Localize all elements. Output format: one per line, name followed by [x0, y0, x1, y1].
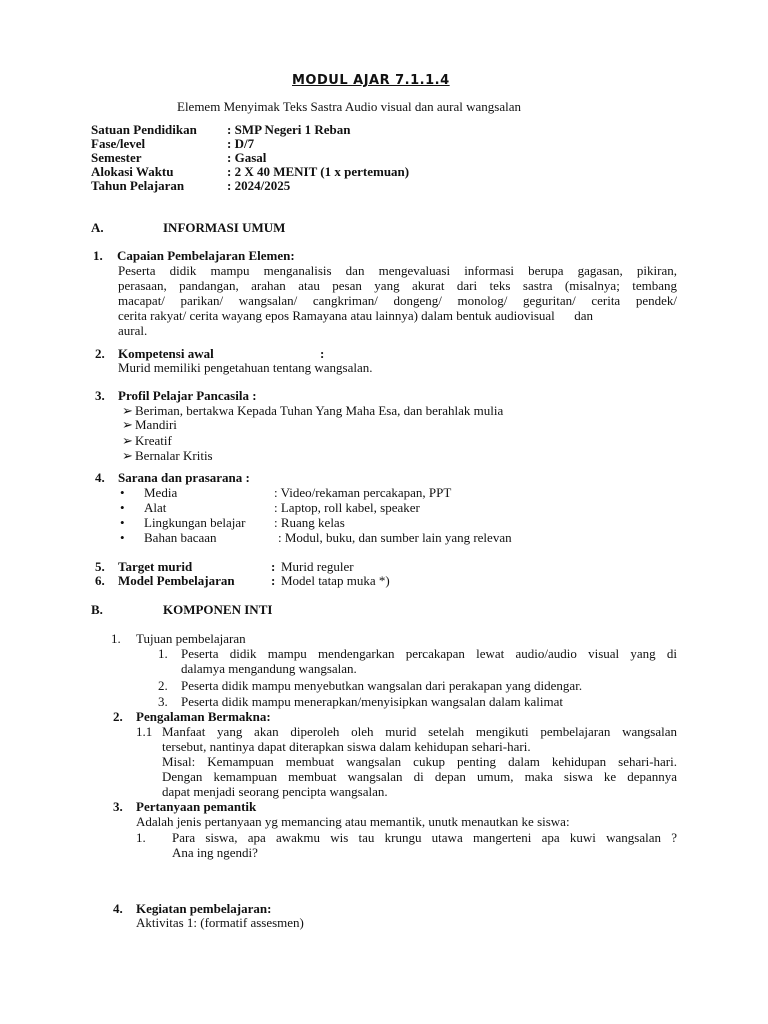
- identity-value: : Gasal: [227, 150, 267, 165]
- target-heading: Target murid: [118, 559, 193, 574]
- capaian-line: macapat/ parikan/ wangsalan/ cangkriman/ dongeng/ monolog/ geguritan/ cerita pendek/: [118, 293, 677, 308]
- sarana-label: Lingkungan belajar: [144, 515, 246, 530]
- identity-label: Tahun Pelajaran: [91, 178, 185, 193]
- capaian-line: cerita rakyat/ cerita wayang epos Ramayana atau lainnya) dalam bentuk audiovisual dan: [118, 308, 594, 323]
- identity-value: : D/7: [227, 136, 255, 151]
- pertanyaan-item-line: Para siswa, apa awakmu wis tau krungu utawa mangerteni apa kuwi wangsalan ?: [172, 830, 677, 845]
- kompetensi-text: Murid memiliki pengetahuan tentang wangsalan.: [118, 360, 373, 375]
- section-b-letter: B.: [91, 602, 103, 617]
- tujuan-item-number: 3.: [158, 694, 168, 709]
- pengalaman-line: dapat menjadi seorang pencipta wangsalan.: [162, 784, 388, 799]
- bullet-icon: •: [120, 515, 125, 530]
- sarana-heading: Sarana dan prasarana :: [118, 470, 250, 485]
- tujuan-item-line: dalamya mengandung wangsalan.: [181, 661, 357, 676]
- capaian-number: 1.: [93, 248, 103, 263]
- identity-label: Semester: [91, 150, 142, 165]
- tujuan-item-line: Peserta didik mampu mendengarkan percakapan lewat audio/audio visual yang di: [181, 646, 677, 661]
- model-colon: :: [271, 573, 276, 588]
- tujuan-item-number: 2.: [158, 678, 168, 693]
- tujuan-item-line: Peserta didik mampu menerapkan/menyisipkan wangsalan dalam kalimat: [181, 694, 563, 709]
- sarana-label: Alat: [144, 500, 167, 515]
- profil-item: Beriman, bertakwa Kepada Tuhan Yang Maha Esa, dan berahlak mulia: [135, 403, 504, 418]
- pengalaman-line: Dengan kemampuan membuat wangsalan di depan umum, maka siswa ke depannya: [162, 769, 677, 784]
- model-value: Model tatap muka *): [281, 573, 390, 588]
- sarana-value: : Modul, buku, dan sumber lain yang relevan: [278, 530, 512, 545]
- bullet-icon: •: [120, 485, 125, 500]
- pertanyaan-item-line: Ana ing ngendi?: [172, 845, 258, 860]
- sarana-label: Media: [144, 485, 178, 500]
- arrow-bullet-icon: ➢: [122, 433, 133, 448]
- model-number: 6.: [95, 573, 105, 588]
- identity-value: : SMP Negeri 1 Reban: [227, 122, 351, 137]
- pertanyaan-item-number: 1.: [136, 830, 146, 845]
- capaian-heading: Capaian Pembelajaran Elemen:: [117, 248, 295, 263]
- model-heading: Model Pembelajaran: [118, 573, 235, 588]
- kegiatan-text: Aktivitas 1: (formatif assesmen): [136, 915, 304, 930]
- profil-number: 3.: [95, 388, 105, 403]
- page-subtitle: Elemem Menyimak Teks Sastra Audio visual dan aural wangsalan: [177, 99, 521, 114]
- sarana-value: : Video/rekaman percakapan, PPT: [274, 485, 452, 500]
- sarana-value: : Laptop, roll kabel, speaker: [274, 500, 420, 515]
- identity-label: Fase/level: [91, 136, 146, 151]
- pertanyaan-number: 3.: [113, 799, 123, 814]
- tujuan-item-number: 1.: [158, 646, 168, 661]
- pertanyaan-heading: Pertanyaan pemantik: [136, 799, 257, 814]
- section-b-title: KOMPONEN INTI: [163, 602, 273, 617]
- tujuan-number: 1.: [111, 631, 121, 646]
- page-title: MODUL AJAR 7.1.1.4: [292, 73, 450, 88]
- kegiatan-heading: Kegiatan pembelajaran:: [136, 901, 272, 916]
- pengalaman-line: tersebut, nantinya dapat diterapkan siswa dalam kehidupan sehari-hari.: [162, 739, 531, 754]
- identity-value: : 2024/2025: [227, 178, 291, 193]
- identity-label: Satuan Pendidikan: [91, 122, 197, 137]
- capaian-line: perasaan, pandangan, arahan atau pesan yang akurat dari teks sastra (misalnya; tembang: [118, 278, 677, 293]
- target-colon: :: [271, 559, 276, 574]
- arrow-bullet-icon: ➢: [122, 403, 133, 418]
- profil-heading: Profil Pelajar Pancasila :: [118, 388, 257, 403]
- section-a-title: INFORMASI UMUM: [163, 220, 286, 235]
- pengalaman-sub-number: 1.1: [136, 724, 153, 739]
- pertanyaan-intro: Adalah jenis pertanyaan yg memancing atau memantik, unutk menautkan ke siswa:: [136, 814, 570, 829]
- identity-label: Alokasi Waktu: [91, 164, 174, 179]
- bullet-icon: •: [120, 500, 125, 515]
- capaian-line: Peserta didik mampu menganalisis dan mengevaluasi informasi berupa gagasan, pikiran,: [118, 263, 677, 278]
- profil-item: Bernalar Kritis: [135, 448, 213, 463]
- profil-item: Mandiri: [135, 417, 177, 432]
- section-a-letter: A.: [91, 220, 104, 235]
- capaian-line: aural.: [118, 323, 148, 338]
- sarana-number: 4.: [95, 470, 105, 485]
- kegiatan-number: 4.: [113, 901, 123, 916]
- arrow-bullet-icon: ➢: [122, 417, 133, 432]
- profil-item: Kreatif: [135, 433, 172, 448]
- arrow-bullet-icon: ➢: [122, 448, 133, 463]
- identity-value: : 2 X 40 MENIT (1 x pertemuan): [227, 164, 410, 179]
- pengalaman-number: 2.: [113, 709, 123, 724]
- pengalaman-heading: Pengalaman Bermakna:: [136, 709, 271, 724]
- sarana-label: Bahan bacaan: [144, 530, 217, 545]
- pengalaman-line: Manfaat yang akan diperoleh oleh murid setelah mengikuti pembelajaran wangsalan: [162, 724, 677, 739]
- bullet-icon: •: [120, 530, 125, 545]
- kompetensi-heading: Kompetensi awal: [118, 346, 214, 361]
- sarana-value: : Ruang kelas: [274, 515, 345, 530]
- tujuan-heading: Tujuan pembelajaran: [136, 631, 246, 646]
- kompetensi-colon: :: [320, 346, 325, 361]
- target-number: 5.: [95, 559, 105, 574]
- tujuan-item-line: Peserta didik mampu menyebutkan wangsalan dari perakapan yang didengar.: [181, 678, 583, 693]
- target-value: Murid reguler: [281, 559, 354, 574]
- pengalaman-line: Misal: Kemampuan membuat wangsalan cukup penting dalam kehidupan sehari-hari.: [162, 754, 677, 769]
- kompetensi-number: 2.: [95, 346, 105, 361]
